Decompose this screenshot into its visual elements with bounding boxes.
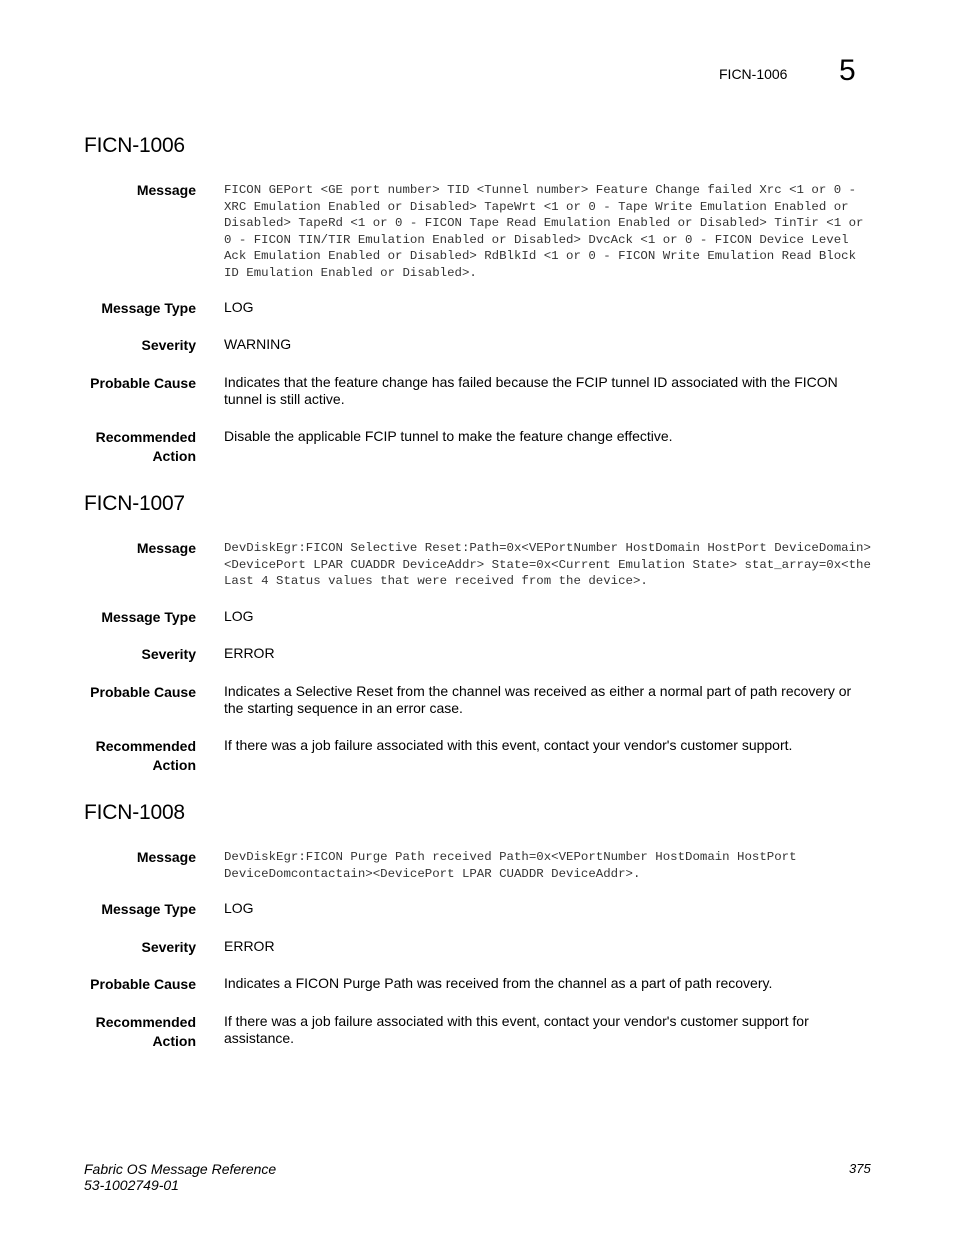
probable-cause-label: Probable Cause: [90, 684, 196, 700]
severity-value: ERROR: [224, 645, 275, 661]
severity-value: WARNING: [224, 336, 292, 352]
message-label: Message: [136, 182, 196, 198]
severity-label: Severity: [141, 646, 196, 662]
recommended-action-label: [56, 737, 196, 775]
section-title: FICN-1007: [84, 492, 185, 515]
message-type-label: Message Type: [101, 609, 196, 625]
recommended-action-label-line2: Action: [152, 1033, 196, 1049]
message-type-value: LOG: [224, 299, 254, 315]
chapter-number: 5: [839, 54, 856, 87]
running-head: FICN-1006: [719, 66, 788, 82]
recommended-action-text: Disable the applicable FCIP tunnel to make the feature change effective.: [224, 428, 673, 444]
message-type-label: Message Type: [101, 300, 196, 316]
severity-value: ERROR: [224, 938, 275, 954]
message-type-label: Message Type: [101, 901, 196, 917]
probable-cause-text: Indicates that the feature change has failed because the FCIP tunnel ID associated with the FICON tunnel is still active.: [224, 374, 838, 407]
message-text: DevDiskEgr:FICON Purge Path received Path=0x<VEPortNumber HostDomain HostPort DeviceDomcontactain><DevicePort LPAR CUADDR DeviceAddr>.: [224, 850, 797, 881]
footer-doc-number: 53-1002749-01: [84, 1177, 179, 1193]
message-label: Message: [136, 849, 196, 865]
recommended-action-label: [56, 1013, 196, 1051]
probable-cause-text: Indicates a Selective Reset from the channel was received as either a normal part of path recovery or the starting sequence in an error case.: [224, 683, 852, 716]
message-text: FICON GEPort <GE port number> TID <Tunnel number> Feature Change failed Xrc <1 or 0 - XRC Emulation Enabled or Disabled> TapeWrt <1 or 0 - Tape Write Emulation Enabled or Disabled> TapeRd <1 or 0 - FICON Tape Read Emulation Enabled or Disabled> TinTir <1 or 0 - FICON TIN/TIR Emulation Enabled or Disabled> DvcAck <1 or 0 - FICON Device Level Ack Emulation Enabled or Disabled> RdBlkId <1 or 0 - FICON Write Emulation Read Block ID Emulation Enabled or Disabled>.: [224, 183, 864, 280]
message-type-value: LOG: [224, 900, 254, 916]
section-title: FICN-1006: [84, 134, 185, 157]
footer-book-title: Fabric OS Message Reference: [84, 1161, 277, 1177]
recommended-action-text: If there was a job failure associated with this event, contact your vendor's customer support for assistance.: [224, 1013, 809, 1046]
probable-cause-label: Probable Cause: [90, 375, 196, 391]
recommended-action-text: If there was a job failure associated with this event, contact your vendor's customer support.: [224, 737, 793, 753]
recommended-action-label-line1: Recommended: [95, 738, 196, 754]
section-title: FICN-1008: [84, 801, 185, 824]
probable-cause-label: Probable Cause: [90, 976, 196, 992]
recommended-action-label: [56, 428, 196, 466]
message-text: DevDiskEgr:FICON Selective Reset:Path=0x<VEPortNumber HostDomain HostPort DeviceDomain><DevicePort LPAR CUADDR DeviceAddr> State=0x<Current Emulation State> stat_array=0x<the Last 4 Status values that were received from the device>.: [224, 541, 871, 588]
recommended-action-label-line1: Recommended: [95, 1014, 196, 1030]
severity-label: Severity: [141, 337, 196, 353]
footer-book-info: [84, 1161, 276, 1193]
recommended-action-label-line1: Recommended: [95, 429, 196, 445]
message-label: Message: [136, 540, 196, 556]
page-number: 375: [849, 1161, 871, 1176]
severity-label: Severity: [141, 939, 196, 955]
message-type-value: LOG: [224, 608, 254, 624]
recommended-action-label-line2: Action: [152, 448, 196, 464]
recommended-action-label-line2: Action: [152, 757, 196, 773]
probable-cause-text: Indicates a FICON Purge Path was received from the channel as a part of path recovery.: [224, 975, 773, 991]
